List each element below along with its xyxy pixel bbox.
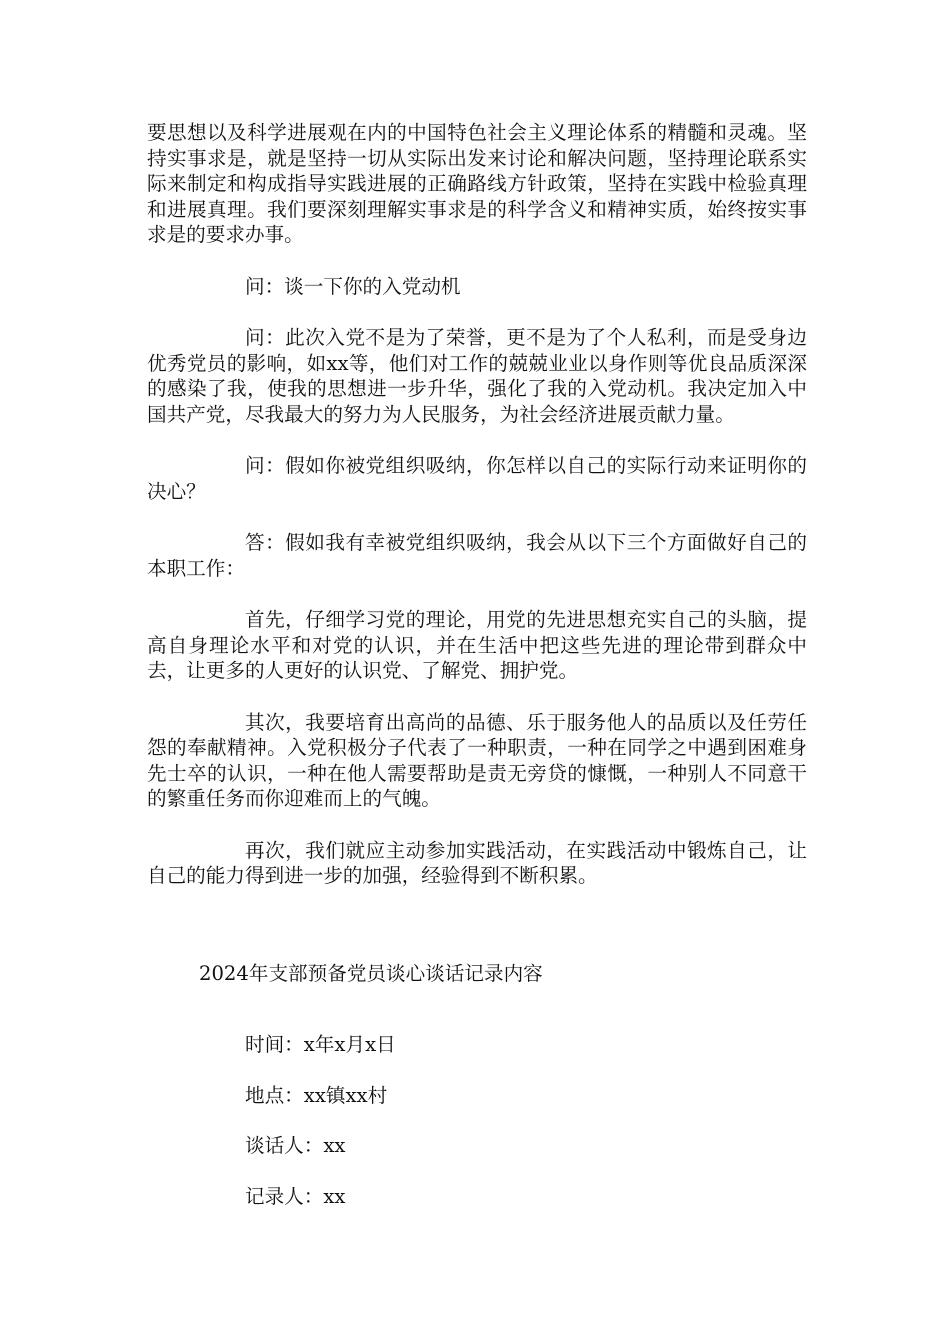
record-recorder: 记录人：xx [245, 1184, 346, 1208]
body-paragraph: 要思想以及科学进展观在内的中国特色社会主义理论体系的精髓和灵魂。坚持实事求是，就是坚持一切从实际出发来讨论和解决问题，坚持理论联系实际来制定和构成指导实践进展的正确路线方针政策，坚持在实践中检验真理和进展真理。我们要深刻理解实事求是的科学含义和精神实质，始终按实事求是的要求办事。 [147, 121, 807, 246]
record-location: 地点：xx镇xx村 [245, 1083, 388, 1107]
record-time: 时间：x年x月x日 [245, 1033, 396, 1056]
answer-paragraph: 答：假如我有幸被党组织吸纳，我会从以下三个方面做好自己的本职工作： [147, 531, 807, 580]
body-paragraph: 再次，我们就应主动参加实践活动，在实践活动中锻炼自己，让自己的能力得到进一步的加强，经验得到不断积累。 [147, 838, 807, 887]
body-paragraph: 首先，仔细学习党的理论，用党的先进思想充实自己的头脑，提高自身理论水平和对党的认识，并在生活中把这些先进的理论带到群众中去，让更多的人更好的认识党、了解党、拥护党。 [147, 608, 807, 682]
question-paragraph: 问：假如你被党组织吸纳，你怎样以自己的实际行动来证明你的决心？ [147, 454, 807, 503]
question-heading: 问：谈一下你的入党动机 [245, 274, 461, 298]
body-paragraph: 其次，我要培育出高尚的品德、乐于服务他人的品质以及任劳任怨的奉献精神。入党积极分子代表了一种职责，一种在同学之中遇到困难身先士卒的认识，一种在他人需要帮助是责无旁贷的慷慨，一种别人不同意干的繁重任务而你迎难而上的气魄。 [147, 710, 807, 810]
record-interviewer: 谈话人：xx [245, 1134, 346, 1157]
document-page [147, 120, 807, 1209]
answer-paragraph: 问：此次入党不是为了荣誉，更不是为了个人私利，而是受身边优秀党员的影响，如xx等，他们对工作的兢兢业业以身作则等优良品质深深的感染了我，使我的思想进一步升华，强化了我的入党动机。我决定加入中国共产党，尽我最大的努力为人民服务，为社会经济进展贡献力量。 [147, 326, 807, 426]
record-title: 2024年支部预备党员谈心谈话记录内容 [199, 961, 543, 985]
